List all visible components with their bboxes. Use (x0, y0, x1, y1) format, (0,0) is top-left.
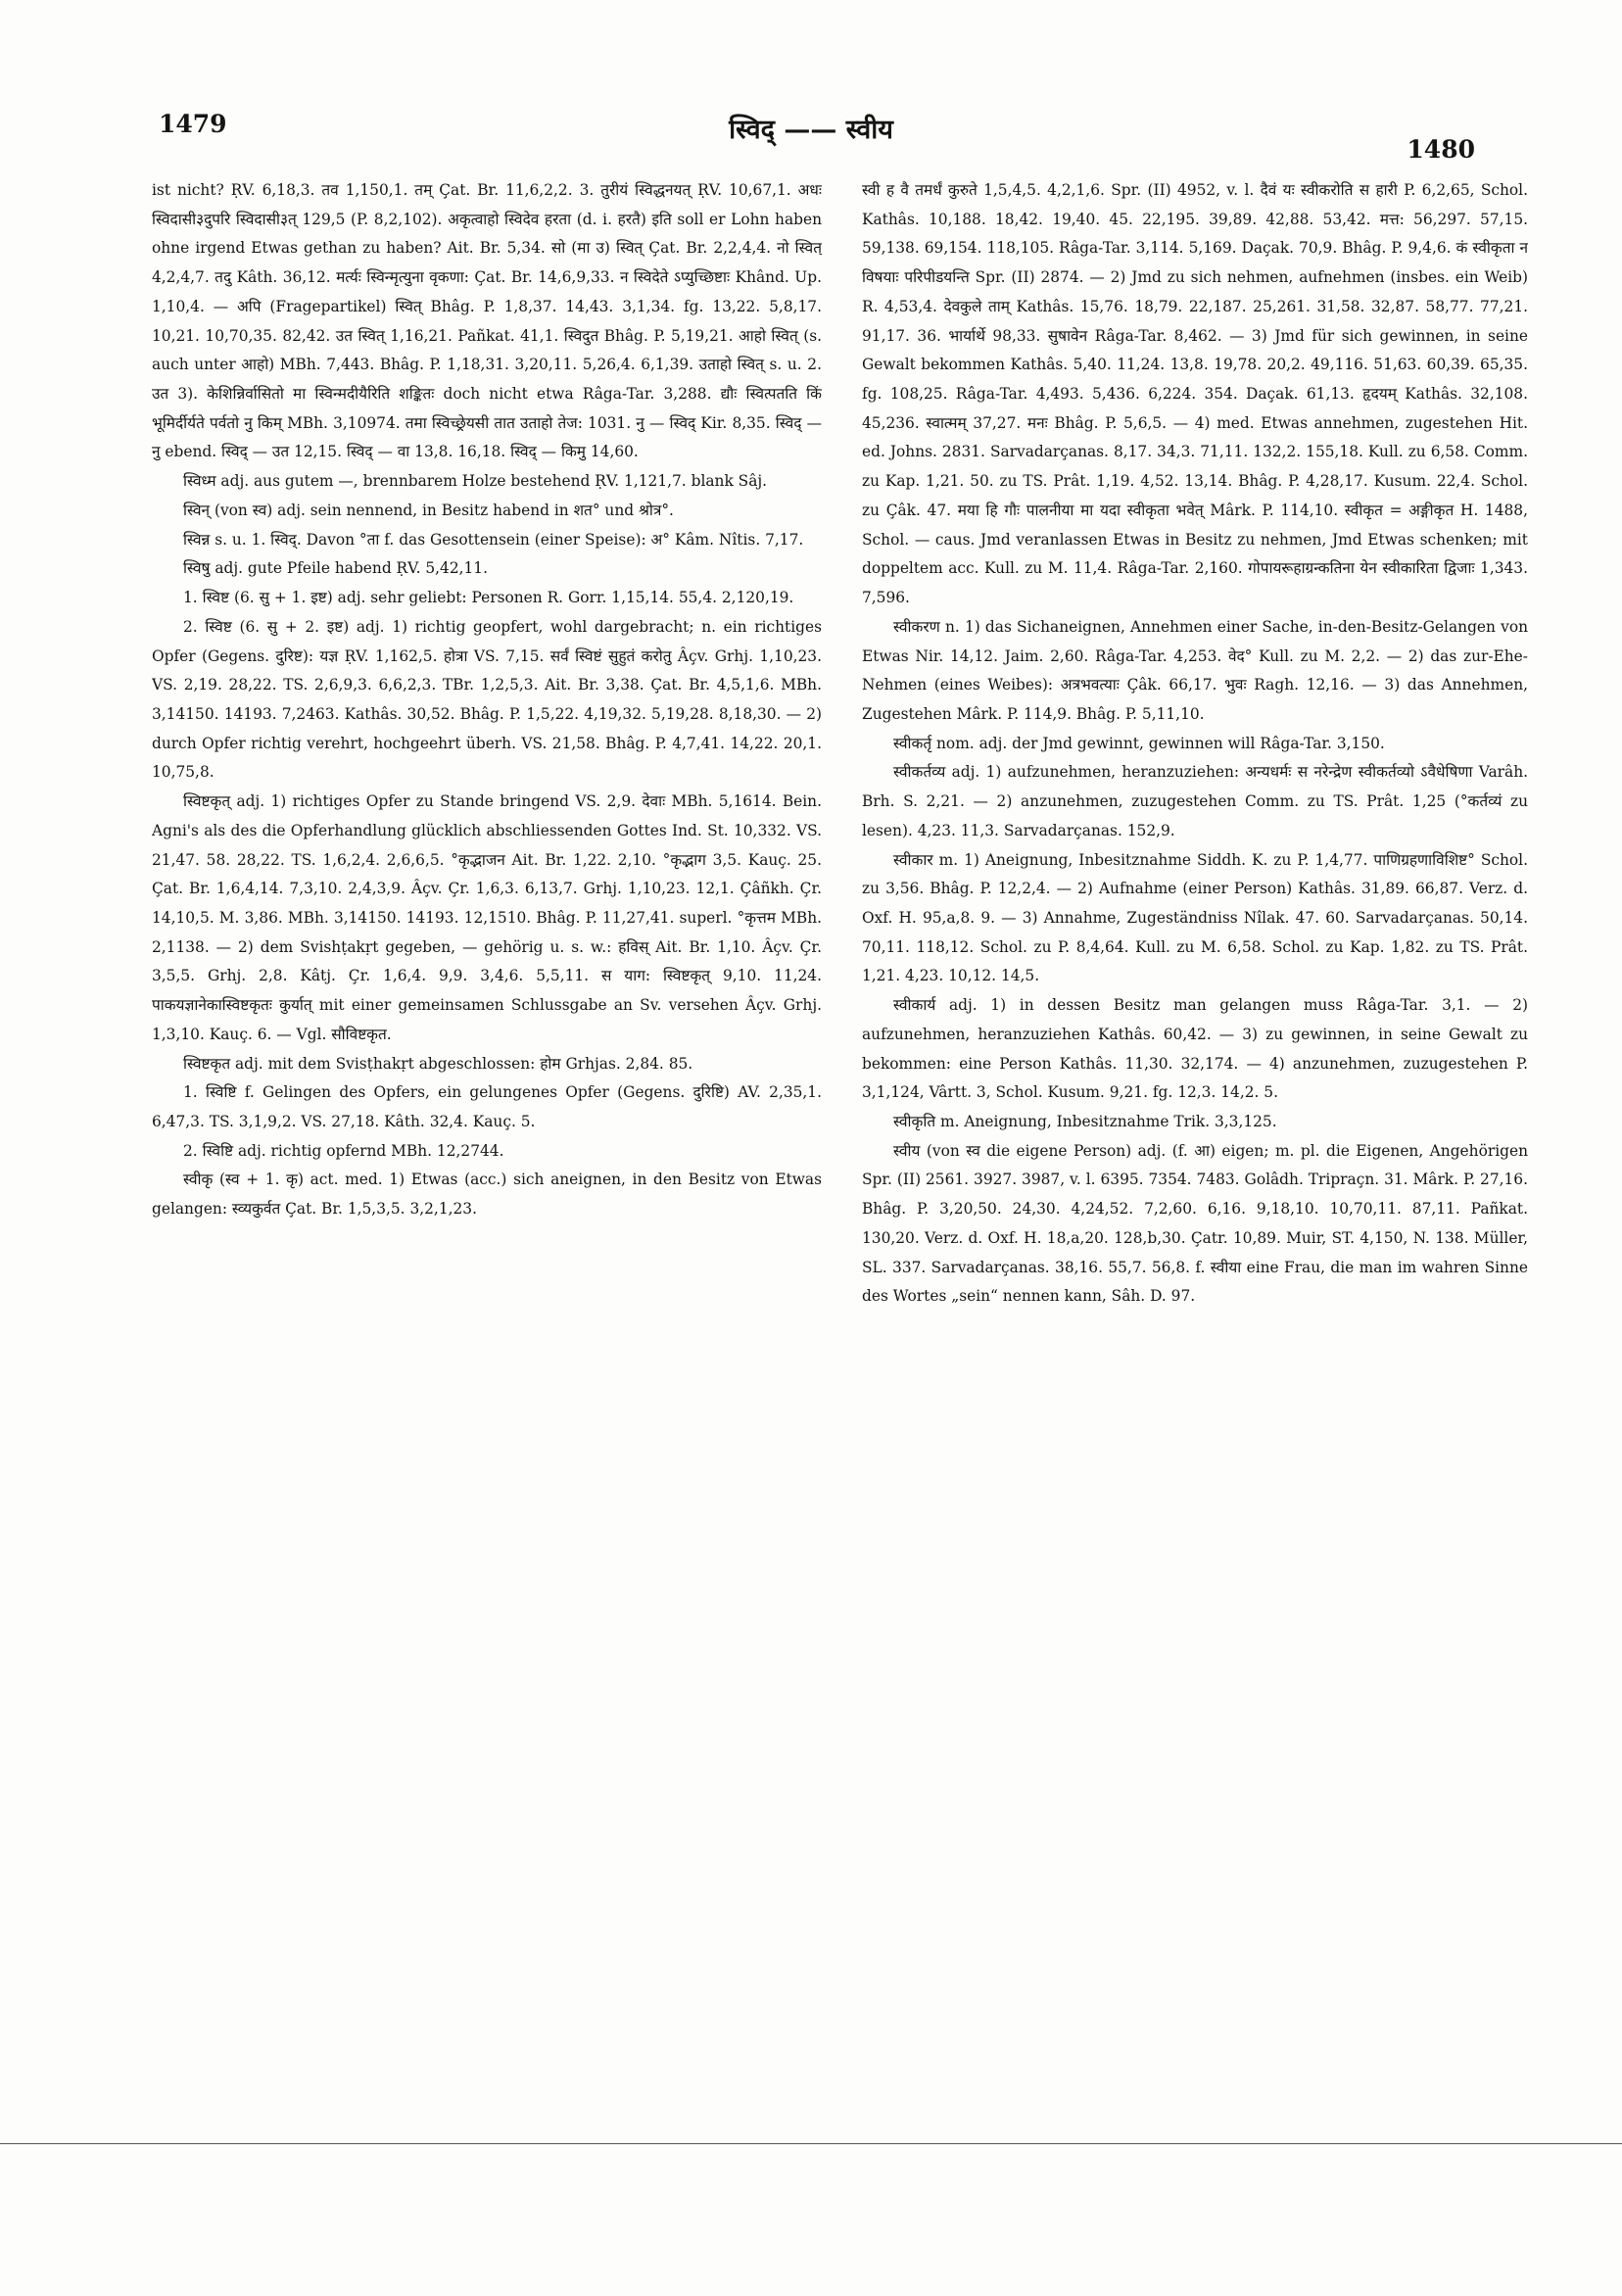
page-header (0, 106, 1622, 165)
left-page-number: 1479 (159, 110, 227, 138)
running-head: स्विद् —— स्वीय (729, 115, 893, 145)
footer-rule (0, 2143, 1622, 2144)
dictionary-entry: स्विष्टकृत् adj. 1) richtiges Opfer zu Stande bringend VS. 2,9. देवाः MBh. 5,1614. Bein. Agni's als des die Opferhandlung glücklich abschliessenden Gottes Ind. St. 10,332. VS. 21,47. 58. 28,22. TS. 1,6,2,4. 2,6,6,5. °कृद्भाजन Ait. Br. 1,22. 2,10. °कृद्भाग 3,5. Kauç. 25. Çat. Br. 1,6,4,14. 7,3,10. 2,4,3,9. Âçv. Çr. 1,6,3. 6,13,7. Grhj. 1,10,23. 12,1. Çâñkh. Çr. 14,10,5. M. 3,86. MBh. 3,14150. 14193. 12,1510. Bhâg. P. 11,27,41. superl. °कृत्तम MBh. 2,1138. — 2) dem Svishṭakṛt gegeben, — gehörig u. s. w.: हविस् Ait. Br. 1,10. Âçv. Çr. 3,5,5. Grhj. 2,8. Kâtj. Çr. 1,6,4. 9,9. 3,4,6. 5,5,11. स याग: स्विष्टकृत् 9,10. 11,24. पाकयज्ञानेकास्विष्टकृतः कुर्यात् mit einer gemeinsamen Schlussgabe an Sv. versehen Âçv. Grhj. 1,3,10. Kauç. 6. — Vgl. सौविष्टकृत. (152, 792, 822, 1043)
dictionary-entry: स्वीकृ (स्व + 1. कृ) act. med. 1) Etwas (acc.) sich aneignen, in den Besitz von Etwas gelangen: स्व्यकुर्वत Çat. Br. 1,5,3,5. 3,2,1,23. (152, 1171, 822, 1219)
dictionary-entry: 2. स्विष्टि adj. richtig opfernd MBh. 12,2744. (183, 1141, 504, 1160)
dictionary-entry: 2. स्विष्ट (6. सु + 2. इष्ट) adj. 1) richtig geopfert, wohl dargebracht; n. ein richtiges Opfer (Gegens. दुरिष्ट): यज्ञ ṚV. 1,162,5. होत्रा VS. 7,15. सर्वं स्विष्टं सुहुतं करोतु Âçv. Grhj. 1,10,23. VS. 2,19. 28,22. TS. 2,6,9,3. 6,6,2,3. TBr. 1,2,5,3. Ait. Br. 3,38. Çat. Br. 4,5,1,6. MBh. 3,14150. 14193. 7,2463. Kathâs. 30,52. Bhâg. P. 1,5,22. 4,19,32. 5,19,28. 8,18,30. — 2) durch Opfer richtig verehrt, hochgeehrt überh. VS. 21,58. Bhâg. P. 4,7,41. 14,22. 20,1. 10,75,8. (152, 617, 822, 782)
right-page-number: 1480 (1407, 135, 1475, 164)
right-column (862, 176, 1528, 2041)
dictionary-entry: स्वीकर्तव्य adj. 1) aufzunehmen, heranzuziehen: अन्यधर्मः स नरेन्द्रेण स्वीकर्तव्यो ऽवैधेषिणा Varâh. Brh. S. 2,21. — 2) anzunehmen, zuzugestehen Comm. zu TS. Prât. 1,25 (°कर्तव्यं zu lesen). 4,23. 11,3. Sarvadarçanas. 152,9. (862, 763, 1528, 839)
dictionary-entry: 1. स्विष्टि f. Gelingen des Opfers, ein gelungenes Opfer (Gegens. दुरिष्टि) AV. 2,35,1. 6,47,3. TS. 3,1,9,2. VS. 27,18. Kâth. 32,4. Kauç. 5. (152, 1083, 822, 1130)
dictionary-entry: स्विध्म adj. aus gutem —, brennbarem Holze bestehend ṚV. 1,121,7. blank Sâj. (183, 472, 768, 491)
left-column (152, 176, 822, 2041)
dictionary-entry: स्वीकरण n. 1) das Sichaneignen, Annehmen einer Sache, in-den-Besitz-Gelangen von Etwas Nir. 14,12. Jaim. 2,60. Râga-Tar. 4,253. वेद° Kull. zu M. 2,2. — 2) das zur-Ehe-Nehmen (eines Weibes): अत्रभवत्याः Çâk. 66,17. भुवः Ragh. 12,16. — 3) das Annehmen, Zugestehen Mârk. P. 114,9. Bhâg. P. 5,11,10. (862, 617, 1528, 723)
dictionary-entry: स्वीकर्तृ nom. adj. der Jmd gewinnt, gewinnen will Râga-Tar. 3,150. (893, 734, 1385, 752)
dictionary-entry: स्वीकार्य adj. 1) in dessen Besitz man gelangen muss Râga-Tar. 3,1. — 2) aufzunehmen, heranzuziehen Kathâs. 60,42. — 3) zu gewinnen, in seine Gewalt zu bekommen: eine Person Kathâs. 11,30. 32,174. — 4) anzunehmen, zuzugestehen P. 3,1,124, Vârtt. 3, Schol. Kusum. 9,21. fg. 12,3. 14,2. 5. (862, 996, 1528, 1102)
dictionary-entry: स्विषु adj. gute Pfeile habend ṚV. 5,42,11. (183, 559, 488, 578)
dictionary-entry: ist nicht? ṚV. 6,18,3. तव 1,150,1. तम् Çat. Br. 11,6,2,2. 3. तुरीयं स्विद्धनयत् ṚV. 10,67,1. अधः स्विदासी३दुपरि स्विदासी३त् 129,5 (P. 8,2,102). अकृत्वाहो स्विदेव हरता (d. i. हरतै) इति soll er Lohn haben ohne irgend Etwas gethan zu haben? Ait. Br. 5,34. सो (मा उ) स्वित् Çat. Br. 2,2,4,4. नो स्वित् 4,2,4,7. तदु Kâth. 36,12. मर्त्यः स्विन्मृत्युना वृकणा: Çat. Br. 14,6,9,33. न स्विदेते ऽप्युच्छिष्टाः Khând. Up. 1,10,4. — अपि (Fragepartikel) स्वित् Bhâg. P. 1,8,37. 14,43. 3,1,34. fg. 13,22. 5,8,17. 10,21. 10,70,35. 82,42. उत स्वित् 1,16,21. Pañkat. 41,1. स्विदुत Bhâg. P. 5,19,21. आहो स्वित् (s. auch unter आहो) MBh. 7,443. Bhâg. P. 1,18,31. 3,20,11. 5,26,4. 6,1,39. उताहो स्वित् s. u. 2. उत 3). केशिन्निर्वासितो मा स्विन्मदीयैरिति शङ्कितः doch nicht etwa Râga-Tar. 3,288. द्यौः स्वित्पतति किं भूमिर्दीर्यते पर्वतो नु किम् MBh. 3,10974. तमा स्विच्छ्रेयसी तात उताहो तेज: 1031. नु — स्विद् Kir. 8,35. स्विद् — नु ebend. स्विद् — उत 12,15. स्विद् — वा 13,8. 16,18. स्विद् — किमु 14,60. (152, 181, 822, 461)
dictionary-entry: स्विन् (von स्व) adj. sein nennend, in Besitz habend in शत° und श्रोत्र°. (183, 501, 674, 519)
dictionary-entry: स्विष्टकृत adj. mit dem Svisṭhakṛt abgeschlossen: होम Grhjas. 2,84. 85. (183, 1054, 693, 1073)
dictionary-entry: 1. स्विष्ट (6. सु + 1. इष्ट) adj. sehr geliebt: Personen R. Gorr. 1,15,14. 55,4. 2,120,19. (183, 589, 794, 607)
dictionary-entry: स्वीकार m. 1) Aneignung, Inbesitznahme Siddh. K. zu P. 1,4,77. पाणिग्रहणाविशिष्ट° Schol. zu 3,56. Bhâg. P. 12,2,4. — 2) Aufnahme (einer Person) Kathâs. 31,89. 66,87. Verz. d. Oxf. H. 95,a,8. 9. — 3) Annahme, Zugeständniss Nîlak. 47. 60. Sarvadarçanas. 50,14. 70,11. 118,12. Schol. zu P. 8,4,64. Kull. zu M. 6,58. Schol. zu Kap. 1,82. zu TS. Prât. 1,21. 4,23. 10,12. 14,5. (862, 850, 1528, 985)
dictionary-entry: स्वीय (von स्व die eigene Person) adj. (f. आ) eigen; m. pl. die Eigenen, Angehörigen Spr. (II) 2561. 3927. 3987, v. l. 6395. 7354. 7483. Golâdh. Tripraçn. 31. Mârk. P. 27,16. Bhâg. P. 3,20,50. 24,30. 4,24,52. 7,2,60. 6,16. 9,18,10. 10,70,11. 87,11. Pañkat. 130,20. Verz. d. Oxf. H. 18,a,20. 128,b,30. Çatr. 10,89. Muir, ST. 4,150, N. 138. Müller, SL. 337. Sarvadarçanas. 38,16. 55,7. 56,8. f. स्वीया eine Frau, die man im wahren Sinne des Wortes „sein“ nennen kann, Sâh. D. 97. (862, 1141, 1528, 1306)
dictionary-entry: स्वी ह वै तमर्धं कुरुते 1,5,4,5. 4,2,1,6. Spr. (II) 4952, v. l. दैवं यः स्वीकरोति स हारी P. 6,2,65, Schol. Kathâs. 10,188. 18,42. 19,40. 45. 22,195. 39,89. 42,88. 53,42. मत्त: 56,297. 57,15. 59,138. 69,154. 118,105. Râga-Tar. 3,114. 5,169. Daçak. 70,9. Bhâg. P. 9,4,6. कं स्वीकृता न विषयाः परिपीडयन्ति Spr. (II) 2874. — 2) Jmd zu sich nehmen, aufnehmen (insbes. ein Weib) R. 4,53,4. देवकुले ताम् Kathâs. 15,76. 18,79. 22,187. 25,261. 31,58. 32,87. 58,77. 77,21. 91,17. 36. भार्यार्थे 98,33. सुषावेन Râga-Tar. 8,462. — 3) Jmd für sich gewinnen, in seine Gewalt bekommen Kathâs. 5,40. 11,24. 13,8. 19,78. 20,2. 49,116. 51,63. 60,39. 65,35. fg. 108,25. Râga-Tar. 4,493. 5,436. 6,224. 354. Daçak. 61,13. हृदयम् Kathâs. 32,108. 45,236. स्वात्मम् 37,27. मनः Bhâg. P. 5,6,5. — 4) med. Etwas annehmen, zugestehen Hit. ed. Johns. 2831. Sarvadarçanas. 8,17. 34,3. 71,11. 132,2. 155,18. Kull. zu 6,58. Comm. zu Kap. 1,21. 50. zu TS. Prât. 1,19. 4,52. 13,14. Bhâg. P. 4,28,17. Kusum. 22,4. Schol. zu Çâk. 47. मया हि गौः पालनीया मा यदा स्वीकृता भवेत् Mârk. P. 114,10. स्वीकृत = अङ्गीकृत H. 1488, Schol. — caus. Jmd veranlassen Etwas in Besitz zu nehmen, Jmd Etwas schenken; mit doppeltem acc. Kull. zu M. 11,4. Râga-Tar. 2,160. गोपायरूहाग्रन्कतिना येन स्वीकारिता द्विजाः 1,343. 7,596. (862, 181, 1528, 607)
dictionary-entry: स्वीकृति m. Aneignung, Inbesitznahme Trik. 3,3,125. (893, 1113, 1277, 1130)
dictionary-entry: स्विन्न s. u. 1. स्विद्. Davon °ता f. das Gesottensein (einer Speise): अ° Kâm. Nîtis. 7,17. (183, 530, 804, 549)
